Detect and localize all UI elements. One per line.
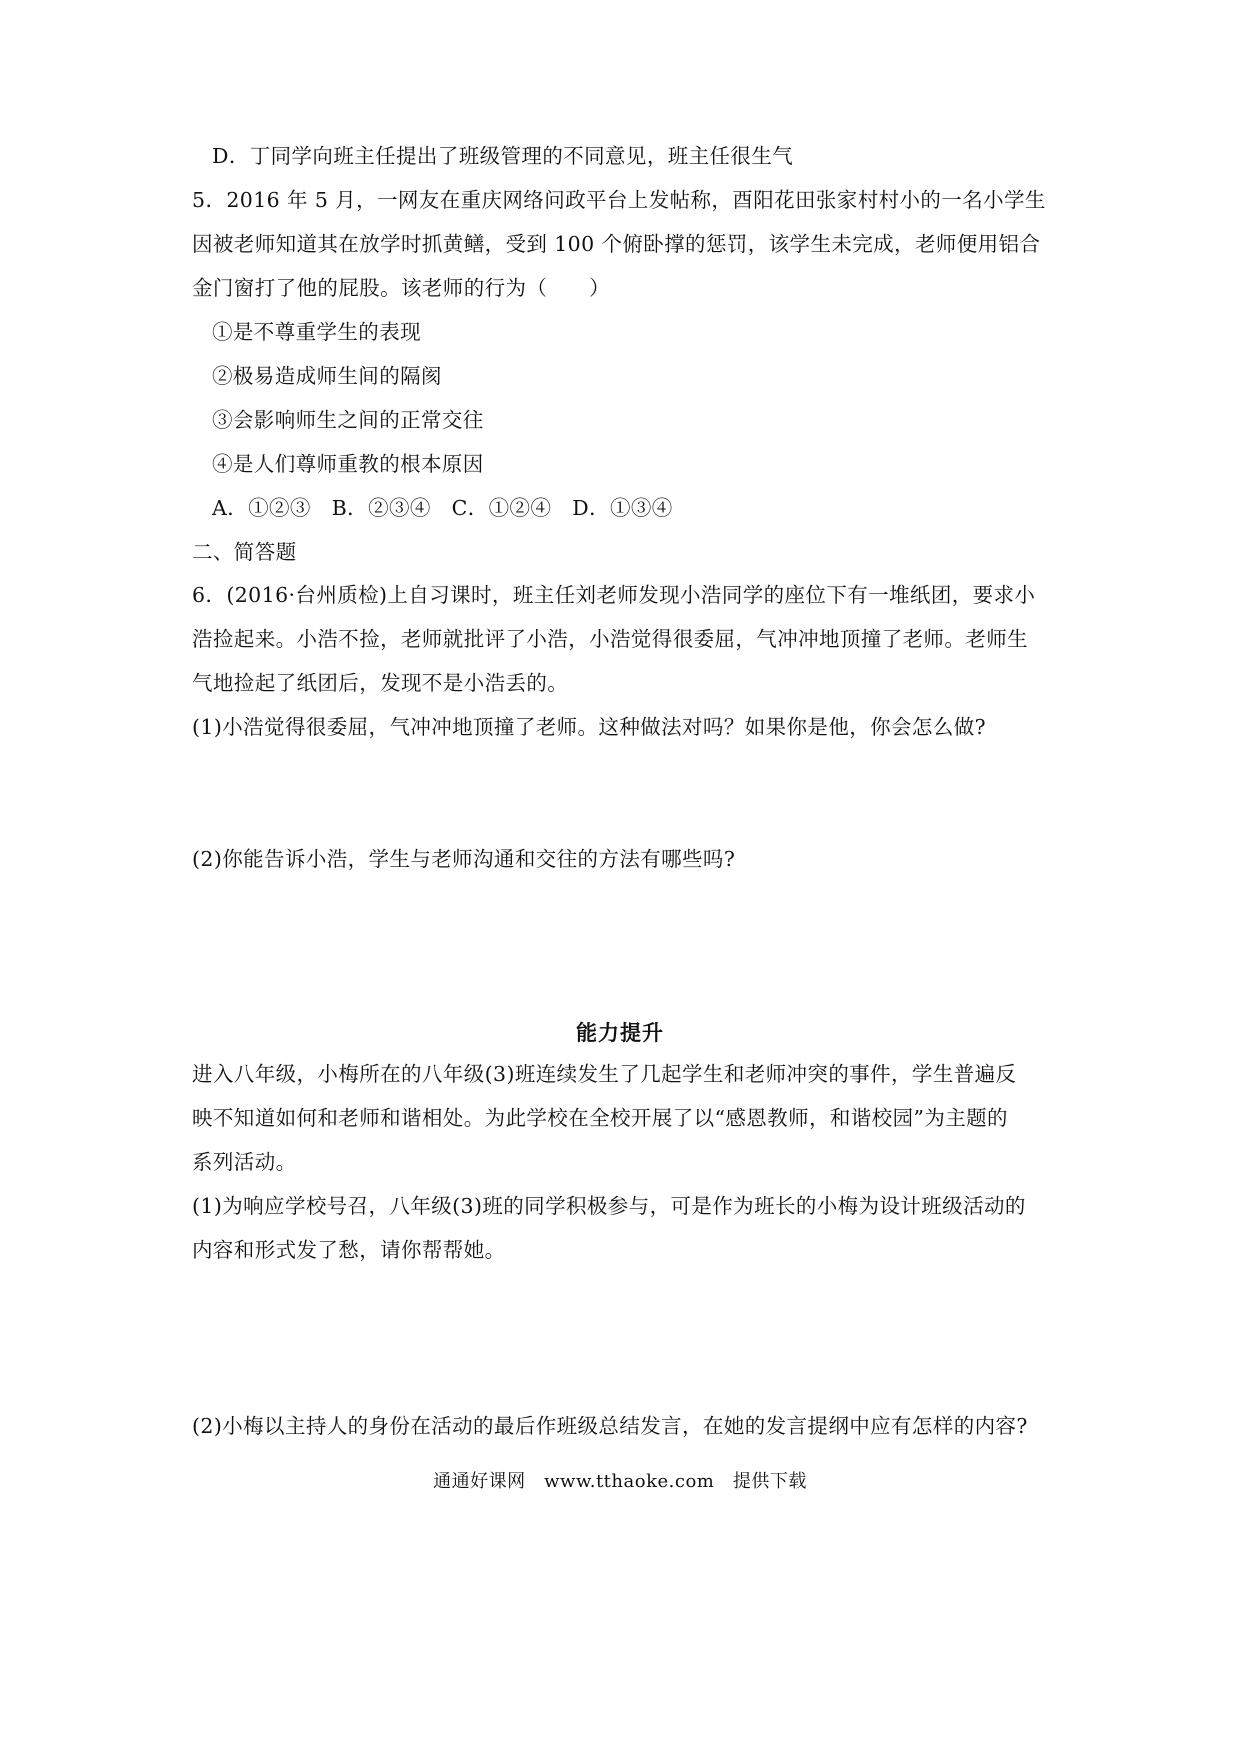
q6-stem-line-1: 6．(2016·台州质检)上自习课时，班主任刘老师发现小浩同学的座位下有一堆纸团，要求小	[192, 583, 1036, 607]
q5-statement-4: ④是人们尊师重教的根本原因	[212, 452, 484, 476]
q7-sub-question-2: (2)小梅以主持人的身份在活动的最后作班级总结发言，在她的发言提纲中应有怎样的内容?	[192, 1414, 1028, 1438]
q6-stem-line-2: 浩捡起来。小浩不捡，老师就批评了小浩，小浩觉得很委屈，气冲冲地顶撞了老师。老师生	[192, 627, 1028, 651]
q7-sub-question-1-line-1: (1)为响应学校号召，八年级(3)班的同学积极参与，可是作为班长的小梅为设计班级活动的	[192, 1194, 1026, 1218]
q5-options: A．①②③ B．②③④ C．①②④ D．①③④	[212, 496, 673, 520]
section2-heading: 二、简答题	[192, 540, 297, 564]
section3-heading: 能力提升	[576, 1021, 664, 1045]
q5-statement-2: ②极易造成师生间的隔阂	[212, 364, 442, 388]
q7-stem-line-3: 系列活动。	[192, 1150, 297, 1174]
q4-option-d: D．丁同学向班主任提出了班级管理的不同意见，班主任很生气	[212, 144, 794, 168]
q5-statement-3: ③会影响师生之间的正常交往	[212, 408, 484, 432]
q7-sub-question-1-line-2: 内容和形式发了愁，请你帮帮她。	[192, 1238, 506, 1262]
footer-download-note: 通通好课网 www.tthaoke.com 提供下载	[433, 1471, 807, 1492]
q7-stem-line-1: 进入八年级，小梅所在的八年级(3)班连续发生了几起学生和老师冲突的事件，学生普遍反	[192, 1062, 1017, 1086]
q5-statement-1: ①是不尊重学生的表现	[212, 320, 421, 344]
q5-stem-line-3: 金门窗打了他的屁股。该老师的行为（ ）	[192, 276, 610, 300]
q6-sub-question-2: (2)你能告诉小浩，学生与老师沟通和交往的方法有哪些吗?	[192, 847, 736, 871]
q7-stem-line-2: 映不知道如何和老师和谐相处。为此学校在全校开展了以“感恩教师，和谐校园”为主题的	[192, 1106, 1008, 1130]
q6-stem-line-3: 气地捡起了纸团后，发现不是小浩丢的。	[192, 671, 569, 695]
q6-sub-question-1: (1)小浩觉得很委屈，气冲冲地顶撞了老师。这种做法对吗？如果你是他，你会怎么做?	[192, 715, 987, 739]
q5-stem-line-2: 因被老师知道其在放学时抓黄鳝，受到 100 个俯卧撑的惩罚，该学生未完成，老师便用铝合	[192, 232, 1041, 256]
q5-stem-line-1: 5．2016 年 5 月，一网友在重庆网络问政平台上发帖称，酉阳花田张家村村小的一名小学生	[192, 188, 1046, 212]
